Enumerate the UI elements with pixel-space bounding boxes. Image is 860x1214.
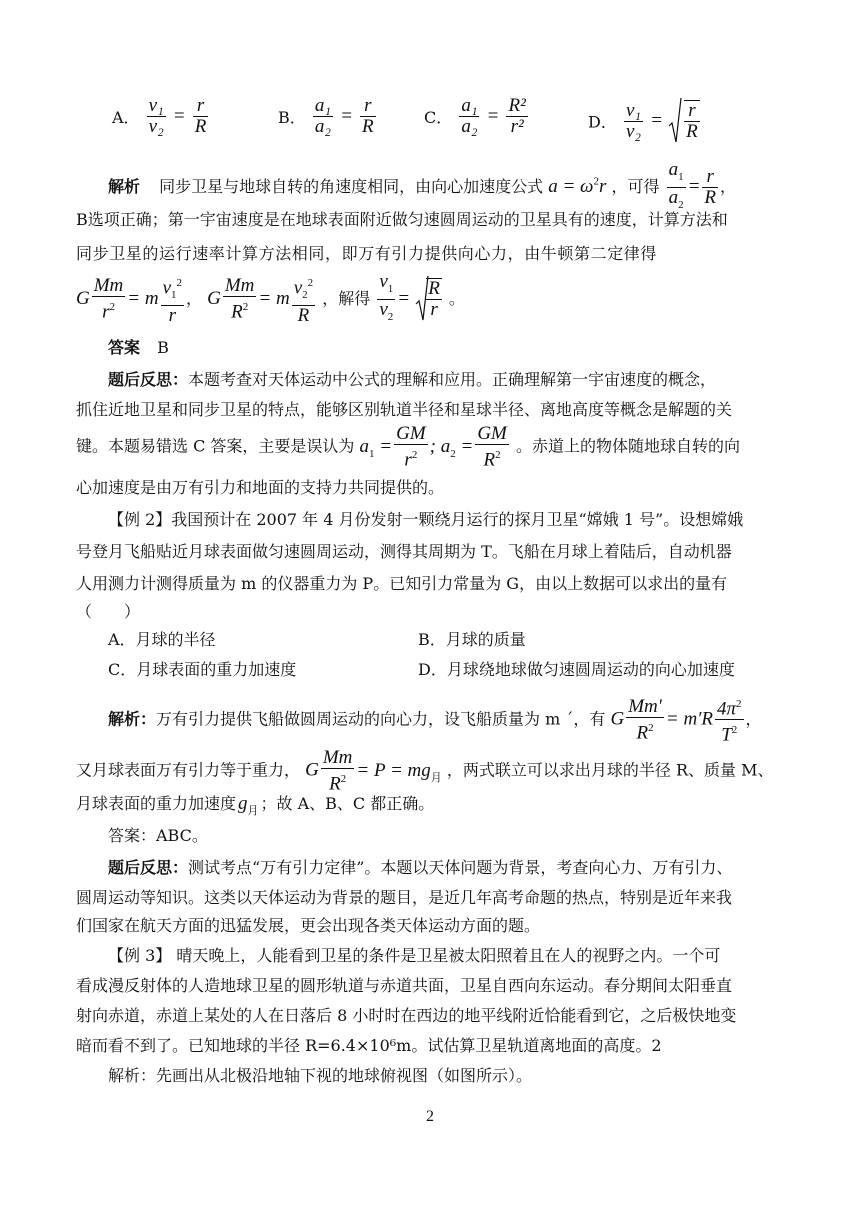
- fraction-num: a₁: [314, 95, 331, 116]
- example2-analysis-line-1: 解析：万有引力提供飞船做圆周运动的向心力，设飞船质量为 m ´，有 G $\frac{Mm'}{R^2}$ = m′R $\frac{4\pi^2}{T^2}$ ，: [108, 695, 762, 746]
- analysis-text: 万有引力提供飞船做圆周运动的向心力，设飞船质量为 m ´，有: [156, 709, 606, 729]
- fraction: [193, 96, 209, 137]
- option-label: D．: [588, 112, 617, 132]
- example3-line-2: 看成漫反射体的人造地球卫星的圆形轨道与赤道共面，卫星自西向东运动。春分期间太阳垂直: [76, 976, 733, 995]
- example2-option-c: C．月球表面的重力加速度: [108, 660, 297, 679]
- fraction: [459, 96, 479, 137]
- fraction-num: r: [193, 96, 209, 117]
- analysis-line-3: 同步卫星的运行速率计算方法相同，即万有引力提供向心力，由牛顿第二定律得: [76, 244, 658, 263]
- option-a: A． $\frac{\text{v₁}}{\text{v₂}}$ = $\frac{r}{R}$: [112, 95, 207, 137]
- fraction: [313, 96, 333, 137]
- example2-answer: 答案：ABC。: [108, 826, 208, 845]
- example2-option-a: A．月球的半径: [108, 630, 216, 649]
- option-label: B．: [278, 108, 306, 127]
- reflection-text: 。赤道上的物体随地球自转的向: [515, 436, 740, 456]
- analysis-text: ，解得: [322, 288, 371, 308]
- option-b: B． $\frac{\text{a₁}}{\text{a₂}}$ = $\frac{r}{R}$: [278, 95, 374, 137]
- fraction: $\frac{Mm'}{R^2}$: [628, 695, 662, 743]
- page-number: 2: [426, 1108, 434, 1125]
- example2-analysis-line-3: 月球表面的重力加速度 $g_月$ ；故 A、B、C 都正确。: [76, 793, 435, 817]
- option-label: C．: [424, 108, 453, 127]
- fraction: [360, 96, 376, 137]
- reflection-title: 题后反思：: [108, 858, 189, 877]
- reflection2-line-3: 们国家在航天方面的迅猛发展，更会出现各类天体运动方面的题。: [76, 916, 541, 935]
- reflection-title: 题后反思：: [108, 370, 189, 389]
- option-label: A．: [112, 108, 140, 127]
- fraction: $\frac{Mm}{R^2}$: [224, 275, 255, 323]
- fraction-den: a₂: [461, 116, 478, 137]
- fraction-num: v₁: [148, 95, 164, 116]
- reflection-text: 键。本题易错选 C 答案，主要是误认为: [76, 436, 355, 456]
- example3-line-3: 射向赤道，赤道上某处的人在日落后 8 小时时在西边的地平线附近恰能看到它，之后极快地变: [76, 1006, 737, 1025]
- fraction-den: R: [194, 116, 207, 137]
- fraction-den: v₂: [148, 116, 164, 137]
- option-d: D． $\frac{\text{v₁}}{\text{v₂}}$ = $\frac{r}{R}$: [588, 96, 702, 146]
- analysis-text: 月球表面的重力加速度: [76, 794, 237, 813]
- fraction-num: a₁: [461, 95, 478, 116]
- reflection2-line-2: 圆周运动等知识。这类以天体运动为背景的题目，是近几年高考命题的热点，特别是近年来我: [76, 888, 733, 907]
- sqrt-expression: [668, 96, 702, 146]
- fraction-num: R²: [508, 95, 526, 116]
- fraction: $\frac{Mm}{R^2}$: [322, 747, 353, 795]
- example2-line-1: 【例 2】我国预计在 2007 年 4 月份发射一颗绕月运行的探月卫星“嫦娥 1 号”。设想嫦娥: [108, 510, 744, 529]
- fraction: $\frac{v_1^2}{r}$: [161, 273, 184, 326]
- fraction-den: R: [361, 116, 374, 137]
- example3-line-4: 暗而看不到了。已知地球的半径 R=6.4×10⁶m。试估算卫星轨道离地面的高度。2: [76, 1036, 662, 1055]
- fraction: [684, 100, 700, 142]
- reflection-line-1: [108, 368, 716, 392]
- reflection-line-2: 抓住近地卫星和同步卫星的特点，能够区别轨道半径和星球半径、离地高度等概念是解题的关: [76, 400, 733, 419]
- reflection2-line-1: [108, 856, 732, 880]
- example2-analysis-line-2: 又月球表面万有引力等于重力， G $\frac{Mm}{R^2}$ = $P = mg_月$ ，两式联立可以求出月球的半径 R、质量 M、: [76, 747, 774, 795]
- fraction: [147, 96, 166, 137]
- example2-option-d: D．月球绕地球做匀速圆周运动的向心加速度: [418, 660, 735, 679]
- fraction-den: v₂: [625, 120, 641, 142]
- fraction-num: r: [360, 96, 376, 117]
- reflection-line-4: 心加速度是由万有引力和地面的支持力共同提供的。: [76, 478, 445, 497]
- fraction: $\frac{4\pi^2}{T^2}$: [715, 694, 744, 746]
- analysis-text: 又月球表面万有引力等于重力，: [76, 760, 301, 780]
- analysis-line-1: 解析 同步卫星与地球自转的角速度相同，由向心加速度公式 $a = \omega^2r$ ，可得 $\frac{a_1}{a_2}$ = $\frac{r}{R}$ ，: [108, 160, 736, 215]
- analysis-line-2: B选项正确；第一宇宙速度是在地球表面附近做匀速圆周运动的卫星具有的速度，计算方法和: [76, 210, 728, 229]
- analysis-line-4: G $\frac{Mm}{r^2}$ = m $\frac{v_1^2}{r}$ ， G $\frac{Mm}{R^2}$ = m $\frac{v_2^2}{R}$ ，解得 $\frac{v_1}{v_2}$ = $\frac{R}{r}$ 。: [76, 271, 465, 326]
- analysis-text: ；故 A、B、C 都正确。: [260, 794, 435, 813]
- answer-line: [108, 336, 169, 360]
- fraction: [506, 96, 527, 137]
- example3-line-1: 【例 3】 晴天晚上，人能看到卫星的条件是卫星被太阳照着且在人的视野之内。一个可: [108, 946, 721, 965]
- fraction-den: R: [686, 121, 698, 142]
- analysis-text: 同步卫星与地球自转的角速度相同，由向心加速度公式: [159, 176, 544, 196]
- fraction-num: v₁: [625, 99, 641, 121]
- fraction: $\frac{r}{R}$: [704, 165, 717, 208]
- analysis-text: ，可得: [611, 176, 660, 196]
- option-c: C． $\frac{\text{a₁}}{\text{a₂}}$ = $\frac{\text{R²}}{\text{r²}}$: [424, 95, 526, 137]
- fraction: $\frac{v_2^2}{R}$: [292, 273, 315, 326]
- reflection-text: 测试考点“万有引力定律”。本题以天体问题为背景，考查向心力、万有引力、: [188, 858, 733, 877]
- analysis-title: 解析: [108, 176, 141, 196]
- answer-value: B: [157, 338, 169, 357]
- example2-line-4: （ ）: [76, 602, 141, 621]
- example3-line-5: 解析：先画出从北极沿地轴下视的地球俯视图（如图所示）。: [108, 1066, 533, 1085]
- radical-sign: [668, 96, 682, 146]
- fraction: $\frac{GM}{r^2}$: [396, 423, 426, 471]
- fraction: $\frac{a_1}{a_2}$: [668, 159, 684, 211]
- example2-line-2: 号登月飞船贴近月球表面做匀速圆周运动，测得其周期为 T。飞船在月球上着陆后，自动机器: [76, 542, 732, 561]
- analysis-text: 。: [448, 288, 465, 308]
- reflection-line-3: 键。本题易错选 C 答案，主要是误认为 $a_1$ = $\frac{GM}{r^2}$ ; $a_2$ = $\frac{GM}{R^2}$ 。赤道上的物体随地球自转的向: [76, 423, 740, 471]
- analysis-text: ，两式联立可以求出月球的半径 R、质量 M、: [446, 760, 774, 780]
- fraction: $\frac{v_1}{v_2}$: [379, 271, 394, 323]
- example2-line-3: 人用测力计测得质量为 m 的仪器重力为 P。已知引力常量为 G，由以上数据可以求出的量有: [76, 574, 728, 593]
- fraction-den: a₂: [314, 116, 331, 137]
- fraction: [624, 101, 643, 142]
- fraction: $\frac{GM}{R^2}$: [477, 423, 507, 471]
- example2-option-b: B．月球的质量: [418, 630, 526, 649]
- fraction-num: r: [684, 101, 700, 122]
- formula: $a = \omega^2r$: [548, 175, 607, 197]
- analysis-title: 解析：: [108, 709, 157, 729]
- sqrt-expression: $\frac{R}{r}$: [415, 274, 444, 324]
- reflection-text: 本题考查对天体运动中公式的理解和应用。正确理解第一宇宙速度的概念，: [188, 370, 717, 389]
- answer-title: 答案: [108, 338, 141, 357]
- fraction: $\frac{Mm}{r^2}$: [93, 275, 124, 323]
- fraction-den: r²: [510, 116, 524, 137]
